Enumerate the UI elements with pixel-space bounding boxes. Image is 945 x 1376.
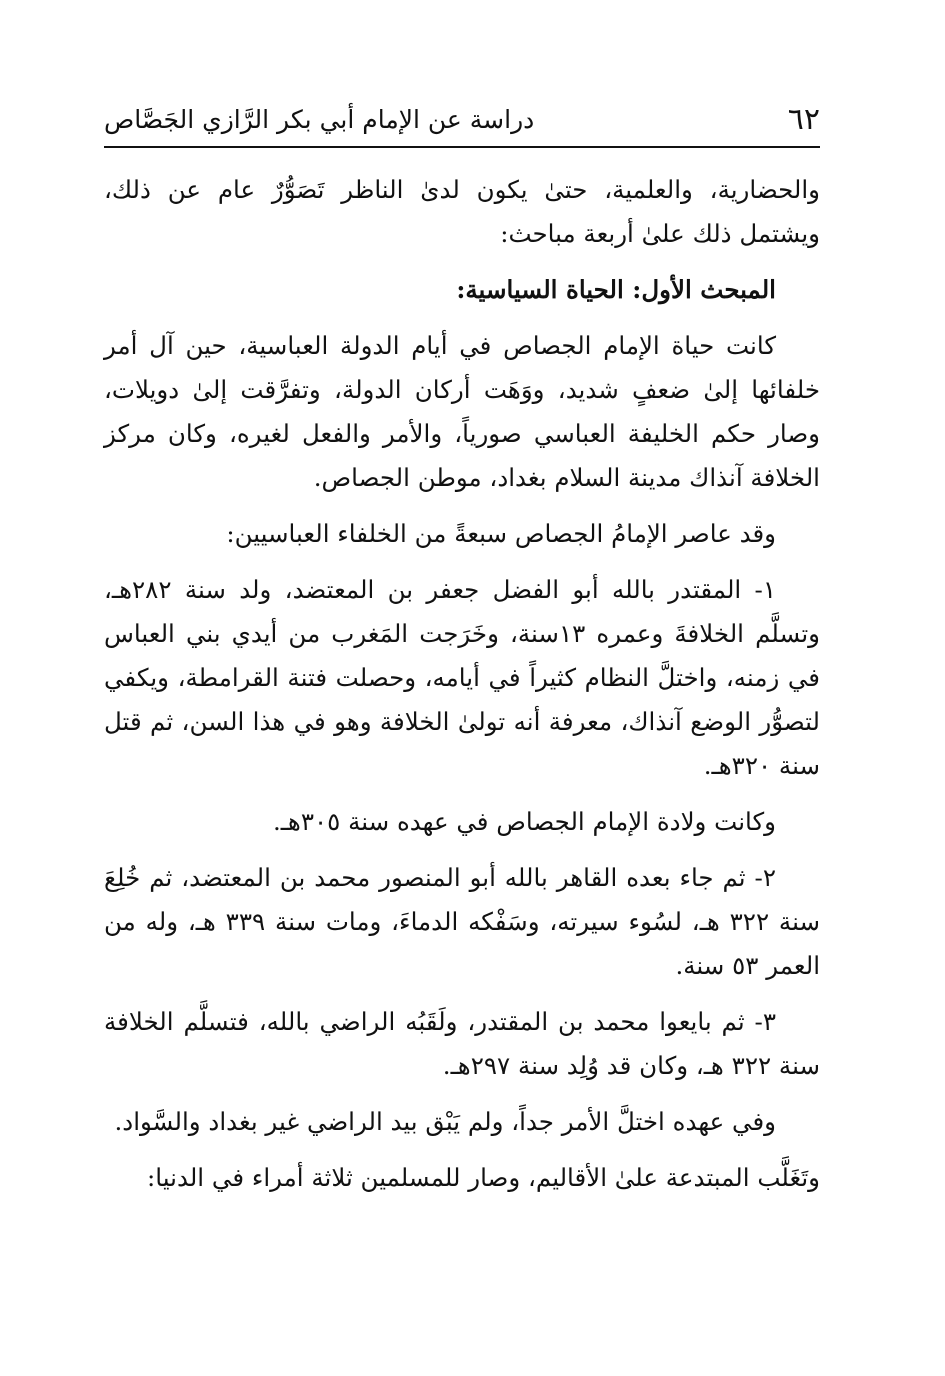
list-item-caliph-3: ٣- ثم بايعوا محمد بن المقتدر، ولَقَبُه الراضي بالله، فتسلَّم الخلافة سنة ٣٢٢ هـ، وكان قد وُلِد سنة ٢٩٧هـ. xyxy=(104,1007,820,1080)
paragraph-caliphs-intro: وقد عاصر الإمامُ الجصاص سبعةً من الخلفاء العباسيين: xyxy=(226,519,776,548)
page-header xyxy=(104,100,820,140)
header-divider xyxy=(104,146,820,148)
running-title: دراسة عن الإمام أبي بكر الرَّازي الجَصَّاص xyxy=(104,105,535,134)
paragraph-intro-continued: والحضارية، والعلمية، حتىٰ يكون لدىٰ الناظر تَصَوُّرٌ عام عن ذلك، ويشتمل ذلك علىٰ أربعة مباحث: xyxy=(104,175,820,248)
page-number: ٦٢ xyxy=(787,102,820,137)
paragraph-abbasid-state: كانت حياة الإمام الجصاص في أيام الدولة العباسية، حين آل أمر خلفائها إلىٰ ضعفٍ شديد، ووَهَت أركان الدولة، وتفرَّقت إلىٰ دويلات، وصار حكم الخليفة العباسي صورياً، والأمر والفعل لغيره، وكان مركز الخلافة آنذاك مدينة السلام بغداد، موطن الجصاص. xyxy=(104,331,820,492)
paragraph-era-note: وفي عهده اختلَّ الأمر جداً، ولم يَبْق بيد الراضي غير بغداد والسَّواد. xyxy=(114,1107,776,1136)
section-heading: المبحث الأول: الحياة السياسية: xyxy=(456,275,776,304)
paragraph-birth-note: وكانت ولادة الإمام الجصاص في عهده سنة ٣٠٥هـ. xyxy=(272,807,776,836)
list-item-caliph-2: ٢- ثم جاء بعده القاهر بالله أبو المنصور محمد بن المعتضد، ثم خُلِعَ سنة ٣٢٢ هـ، لسُوء سيرته، وسَفْكه الدماءَ، ومات سنة ٣٣٩ هـ، وله من العمر ٥٣ سنة. xyxy=(104,863,820,980)
list-item-caliph-1: ١- المقتدر بالله أبو الفضل جعفر بن المعتضد، ولد سنة ٢٨٢هـ، وتسلَّم الخلافةَ وعمره ١٣سنة، وخَرَجت المَغرب من أيدي بني العباس في زمنه، واختلَّ النظام كثيراً في أيامه، وحصلت فتنة القرامطة، ويكفي لتصوُّر الوضع آنذاك، معرفة أنه تولىٰ الخلافة وهو في هذا السن، ثم قتل سنة ٣٢٠هـ. xyxy=(104,575,820,780)
paragraph-three-emirs: وتَغَلَّب المبتدعة علىٰ الأقاليم، وصار للمسلمين ثلاثة أمراء في الدنيا: xyxy=(147,1163,820,1192)
body-text xyxy=(104,168,820,1212)
